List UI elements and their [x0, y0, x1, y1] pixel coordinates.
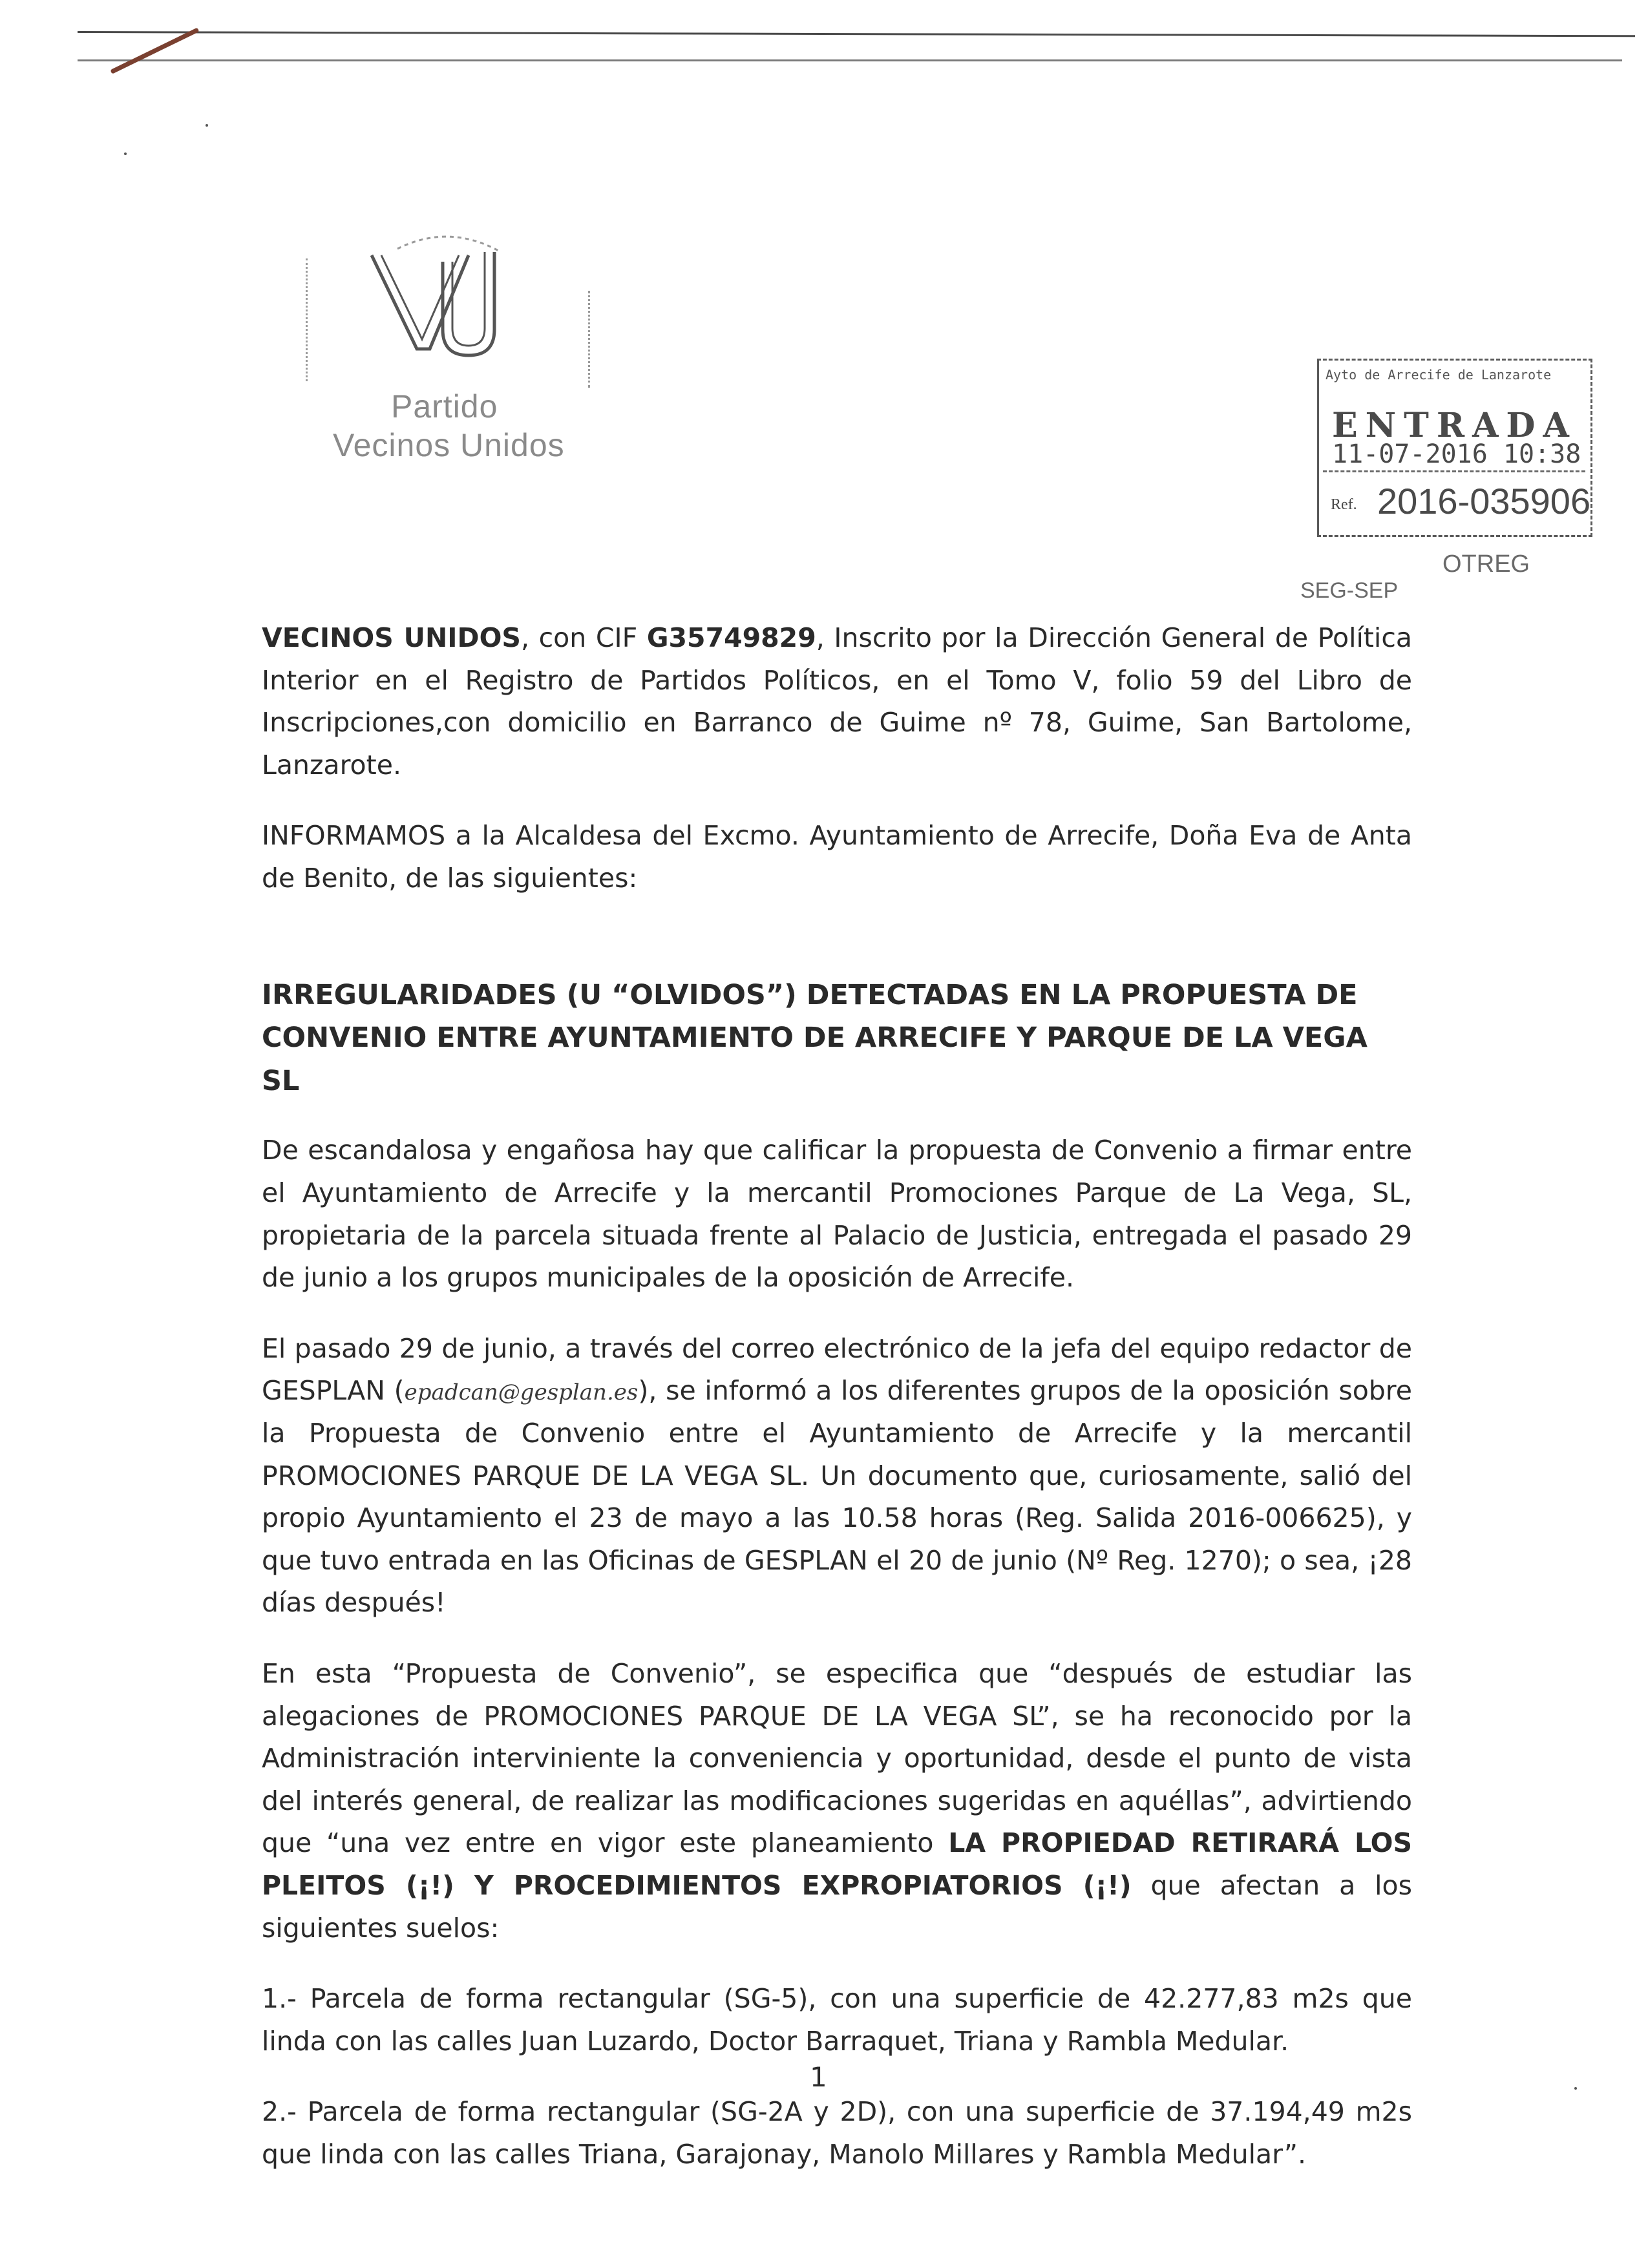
- list-item-2: 2.- Parcela de forma rectangular (SG-2A y 2D), con una superficie de 37.194,49 m2s que linda con las calles Triana, Garajonay, Manolo Millares y Rambla Medular”.: [262, 2096, 1412, 2170]
- intro-paragraph: [262, 617, 1412, 786]
- logo-text-line2: Vecinos Unidos: [333, 427, 565, 463]
- stamp-ref-number: 2016-035906: [1377, 481, 1591, 521]
- registry-code-otreg: OTREG: [1442, 551, 1530, 578]
- stamp-title: ENTRADA: [1332, 406, 1577, 445]
- scan-speck: [124, 152, 127, 155]
- document-body: [262, 617, 1412, 2205]
- scan-speck: [206, 124, 208, 127]
- page-top-rule: [78, 59, 1622, 61]
- paragraph-2: [262, 1328, 1412, 1624]
- org-name: VECINOS UNIDOS: [262, 622, 521, 653]
- party-logo: [294, 213, 611, 530]
- list-item-1: 1.- Parcela de forma rectangular (SG-5), con una superficie de 42.277,83 m2s que linda con las calles Juan Luzardo, Doctor Barraquet, Triana y Rambla Medular.: [262, 1983, 1412, 2057]
- scan-speck: [1574, 2087, 1577, 2090]
- logo-side-fineprint: [306, 258, 318, 381]
- logo-side-fineprint: [588, 291, 593, 388]
- paragraph-1: De escandalosa y engañosa hay que calificar la propuesta de Convenio a firmar entre el Ayuntamiento de Arrecife y la mercantil Promociones Parque de La Vega, SL, propietaria de la parcela situada frente al Palacio de Justicia, entregada el pasado 29 de junio a los grupos municipales de la oposición de Arrecife.: [262, 1135, 1412, 1294]
- page-number: 1: [810, 2061, 827, 2093]
- stamp-divider: [1323, 470, 1585, 472]
- paragraph-2-end: ), se informó a los diferentes grupos de la oposición sobre la Propuesta de Convenio entre el Ayuntamiento de Arrecife y la mercantil PROMOCIONES PARQUE DE LA VEGA SL. Un documento que, curiosamente, salió del propio Ayuntamiento el 23 de mayo a las 10.58 horas (Reg. Salida 2016-006625), y que tuvo entrada en las Oficinas de GESPLAN el 20 de junio (Nº Reg. 1270); o sea, ¡28 días después!: [262, 1375, 1412, 1619]
- intro-rest: , Inscrito por la Dirección General de Política Interior en el Registro de Partidos Políticos, en el Tomo V, folio 59 del Libro de Inscripciones,con domicilio en Barranco de Guime nº 78, Guime, San Bartolome, Lanzarote.: [262, 622, 1412, 781]
- cif-label: , con CIF: [520, 622, 647, 653]
- paragraph-3-start: En esta “Propuesta de Convenio”, se especifica que “después de estudiar las alegaciones de PROMOCIONES PARQUE DE LA VEGA SL”, se ha reconocido por la Administración interviniente la conveniencia y oportunidad, desde el punto de vista del interés general, de realizar las modificaciones sugeridas en aquéllas”, advirtiendo que “una vez entre en vigor este planeamiento: [262, 1658, 1412, 1859]
- stamp-datetime: 11-07-2016 10:38: [1332, 439, 1581, 469]
- section-heading: IRREGULARIDADES (U “OLVIDOS”) DETECTADAS EN LA PROPUESTA DE CONVENIO ENTRE AYUNTAMIENTO DE ARRECIFE Y PARQUE DE LA VEGA SL: [262, 978, 1368, 1097]
- inform-paragraph: INFORMAMOS a la Alcaldesa del Excmo. Ayuntamiento de Arrecife, Doña Eva de Anta de Benito, de las siguientes:: [262, 820, 1412, 894]
- scan-top-border: [78, 31, 1635, 37]
- paragraph-3-emphasis: LA PROPIEDAD RETIRARÁ LOS PLEITOS (¡!) Y PROCEDIMIENTOS EXPROPIATORIOS (¡!): [262, 1827, 1412, 1901]
- cif-number: G35749829: [646, 622, 816, 653]
- pen-mark: [110, 28, 199, 74]
- paragraph-3: [262, 1653, 1412, 1949]
- vu-logo-icon: [333, 226, 546, 388]
- registry-code-segsep: SEG-SEP: [1300, 578, 1399, 603]
- registry-entry-stamp: [1317, 359, 1592, 537]
- stamp-header: Ayto de Arrecife de Lanzarote: [1326, 367, 1552, 383]
- paragraph-2-start: El pasado 29 de junio, a través del correo electrónico de la jefa del equipo redactor de GESPLAN (: [262, 1332, 1412, 1407]
- handwritten-email: epadcan@gesplan.es: [404, 1380, 639, 1406]
- logo-text-line1: Partido: [391, 388, 498, 425]
- stamp-ref-label: Ref.: [1331, 496, 1357, 513]
- paragraph-3-end: que afectan a los siguientes suelos:: [262, 1869, 1413, 1944]
- spacer: [262, 929, 1412, 974]
